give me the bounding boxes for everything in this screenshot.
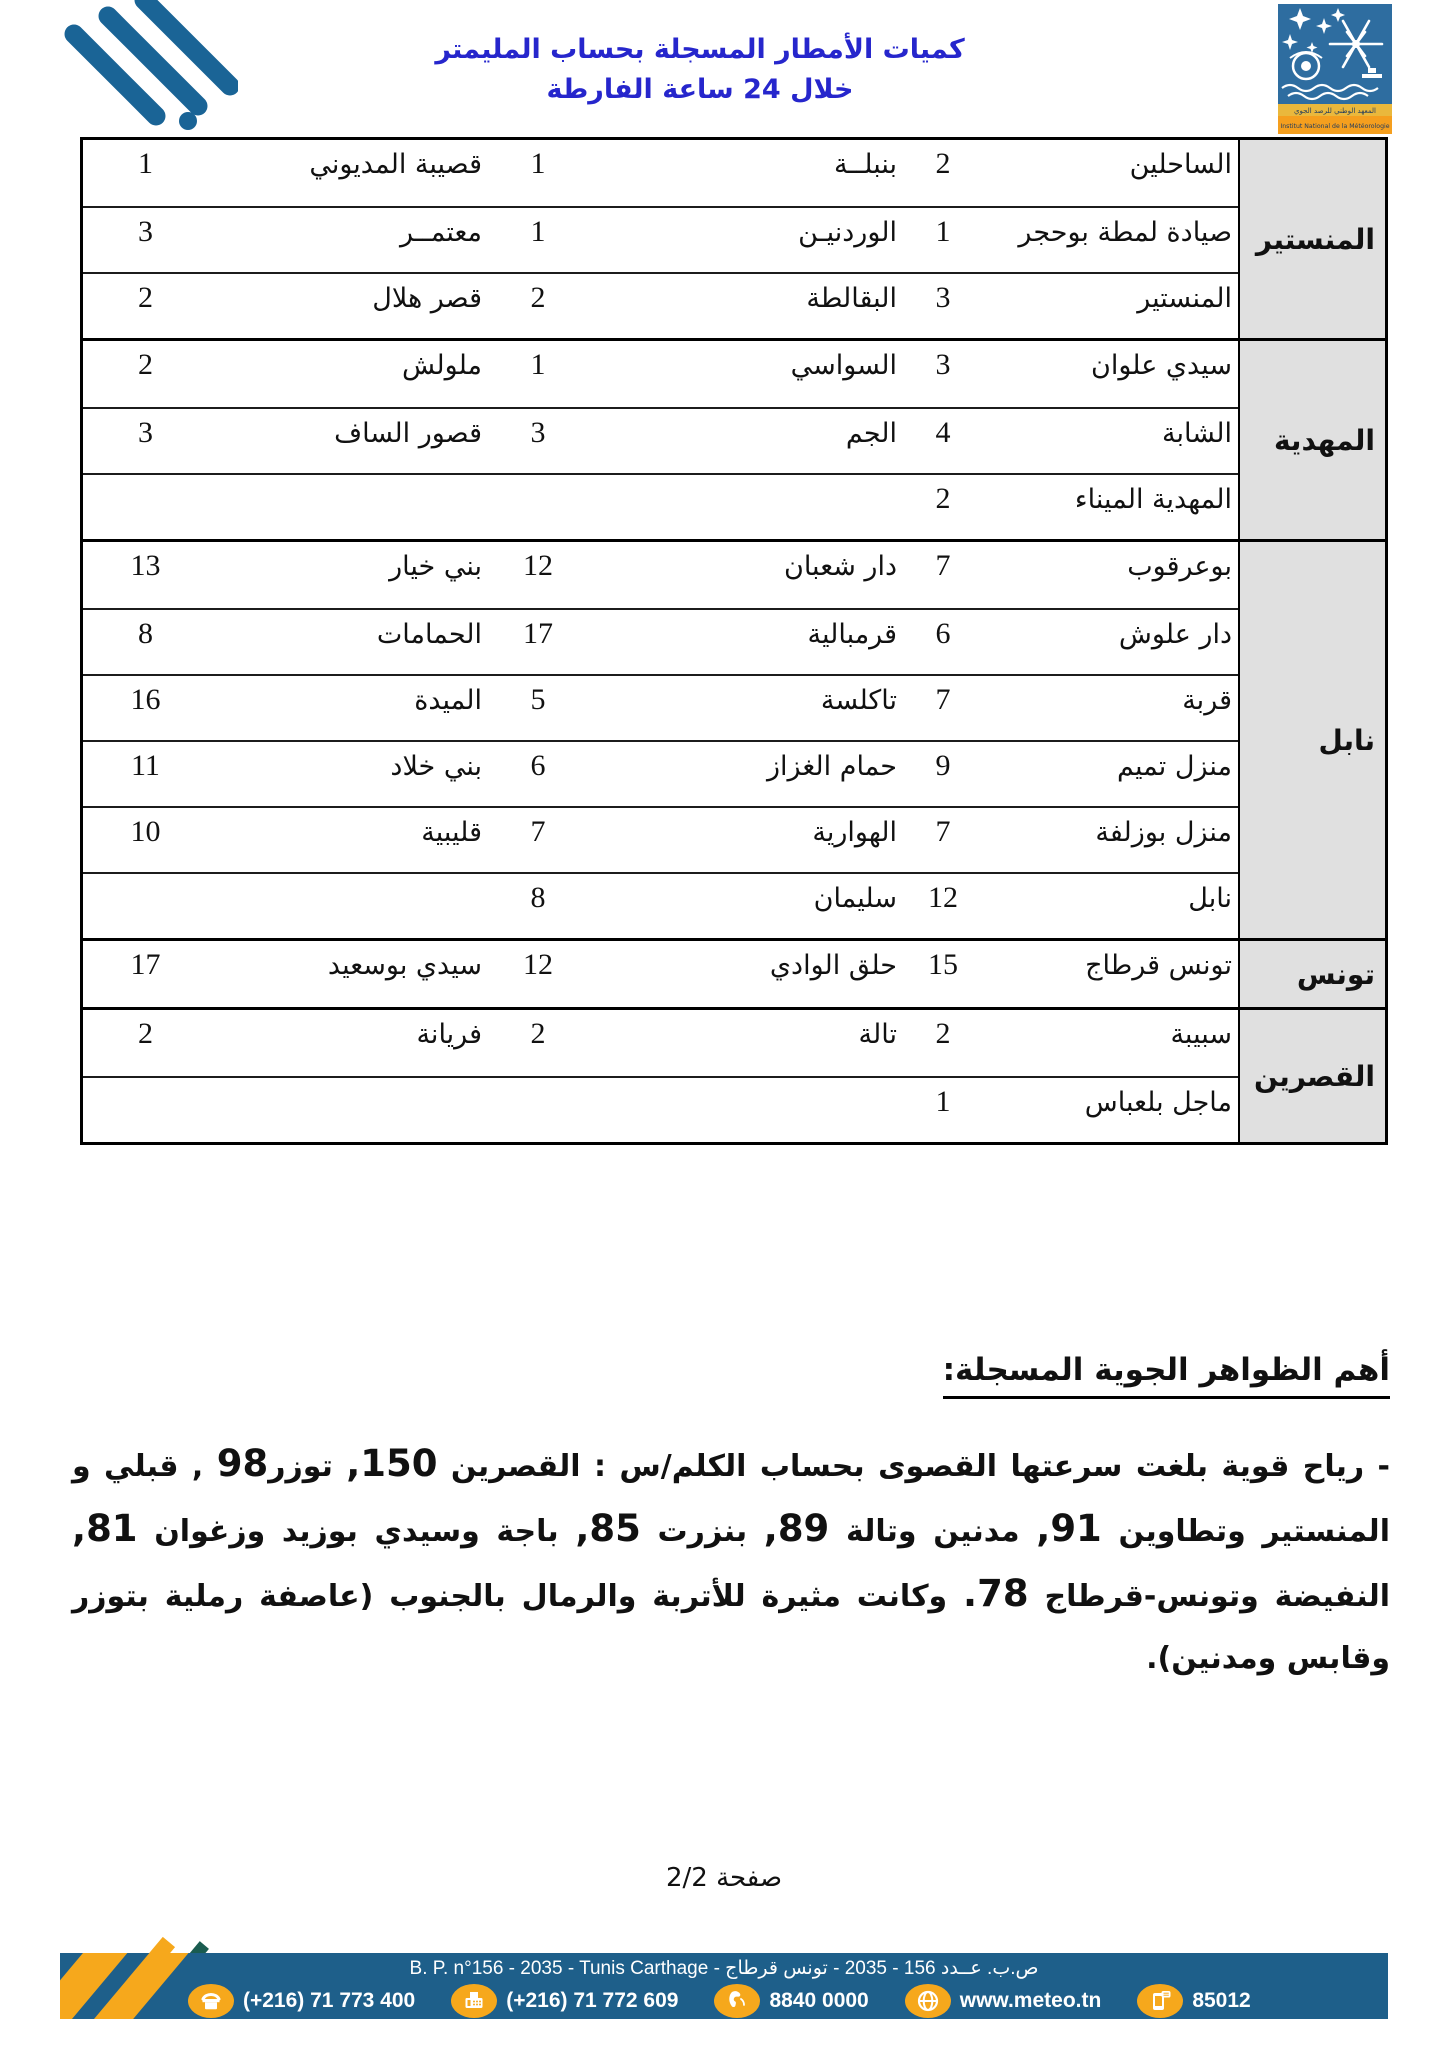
rain-value: 10 [130,815,161,848]
sms-icon [1137,1984,1183,2018]
station-name: نابل [1188,883,1232,914]
rain-value: 13 [130,549,161,582]
rain-value: 17 [130,948,161,981]
station-name: قليبية [421,817,482,848]
station-name: حلق الوادي [769,950,897,981]
rain-value: 1 [138,147,153,180]
station-name: تونس قرطاج [1085,950,1232,981]
wind-speed-value: 78. [963,1572,1029,1615]
wind-speed-value: 98 [216,1442,269,1485]
station-name: الميدة [414,685,482,716]
wind-speed-value: 81, [72,1507,138,1550]
station-name: منزل بوزلفة [1095,817,1232,848]
station-name: بنبلــة [833,149,897,180]
station-name: ملولش [402,350,482,381]
rain-value: 7 [935,549,951,582]
contact-label: (+216) 71 773 400 [243,1989,416,2012]
phenomena-text-run: وكانت مثيرة للأتربة والرمال بالجنوب (عاصفة رملية بتوزر وقابس ومدنين). [72,1579,1390,1676]
wind-speed-value: 85, [575,1507,641,1550]
wind-speed-value: 91, [1036,1507,1102,1550]
station-name: قرمبالية [807,619,897,650]
page-number: صفحة 2/2 [665,1863,783,1893]
station-name: السواسي [790,350,897,381]
station-name: الشابة [1161,418,1232,449]
table-row [83,941,1238,1007]
table-row [83,407,1238,473]
station-name [208,475,488,539]
contact-item [1137,1984,1250,2018]
table-row [83,674,1238,740]
rain-value: 17 [523,617,553,650]
station-name: المنستير [1137,283,1232,314]
table-row [83,206,1238,272]
rain-value: 2 [138,348,153,381]
group-rows [83,542,1238,938]
rainfall-table [80,137,1388,1145]
rain-value: 1 [935,1085,951,1118]
rain-value: 3 [138,215,153,248]
station-name: قربة [1182,685,1232,716]
rain-value: 1 [935,215,951,248]
station-name: ماجل بلعباس [1084,1087,1232,1118]
station-name: البقالطة [806,283,897,314]
inm-stripes-logo [60,0,238,130]
rain-value: 8 [138,617,153,650]
fax-icon [451,1984,497,2018]
phenomena-text-run: توزر [268,1449,347,1484]
desk-phone-icon [188,1984,234,2018]
footer-address: ص.ب. عــدد 156 - 2035 - تونس قرطاج - B. P. n°156 - 2035 - Tunis Carthage [409,1958,1039,1979]
rain-value: 6 [935,617,951,650]
table-row [83,140,1238,206]
rain-value: 3 [935,281,951,314]
rain-value: 2 [138,1017,153,1050]
footer-bar [60,1953,1388,2019]
rain-value: 2 [935,1017,951,1050]
governorate-cell: المهدية [1238,341,1385,539]
phenomena-text-run: - رياح قوية بلغت سرعتها القصوى بحساب الكلم/س : القصرين [437,1449,1390,1484]
table-row [83,740,1238,806]
rain-value: 9 [935,749,951,782]
wind-speed-value: 150, [346,1442,438,1485]
rain-value: 8 [530,881,546,914]
governorate-cell: تونس [1238,941,1385,1007]
rain-value: 6 [530,749,546,782]
governorate-group [83,938,1385,1007]
table-row [83,341,1238,407]
station-name: صيادة لمطة بوحجر [1018,217,1232,248]
contact-label: 8840 0000 [769,1989,869,2012]
contact-item [905,1984,1102,2018]
rain-value [488,1078,588,1142]
rain-value: 12 [523,948,553,981]
table-row [83,272,1238,338]
phenomena-text-run: , قبلي و المنستير وتطاوين [72,1449,1390,1549]
report-title-line2: خلال 24 ساعة الفارطة [546,74,854,105]
group-rows [83,140,1238,338]
station-name: دار علوش [1118,619,1232,650]
rain-value: 2 [530,1017,546,1050]
group-rows [83,1010,1238,1142]
logo-caption-arabic: المعهد الوطني للرصد الجوي [1294,107,1376,115]
contact-label: (+216) 71 772 609 [506,1989,679,2012]
rain-value: 5 [530,683,546,716]
station-name: حمام الغزاز [766,751,897,782]
contact-item [451,1984,678,2018]
station-name: معتمــر [400,217,482,248]
rain-value: 1 [530,215,546,248]
rain-value: 11 [131,749,160,782]
rain-value: 16 [130,683,161,716]
station-name [208,1078,488,1142]
station-name [588,1078,903,1142]
station-name: الجم [845,418,897,449]
phenomena-heading: أهم الظواهر الجوية المسجلة: [943,1352,1390,1399]
table-row [83,608,1238,674]
station-name: سليمان [813,883,897,914]
handset-icon [714,1984,760,2018]
table-row [83,542,1238,608]
rain-value: 12 [523,549,553,582]
station-name: قصور الساف [334,418,482,449]
rain-value [83,475,208,539]
logo-caption-french: Institut National de la Météorologie [1280,123,1390,130]
governorate-group [83,338,1385,539]
station-name: بني خلاد [390,751,482,782]
rain-value: 3 [935,348,951,381]
governorate-cell: القصرين [1238,1010,1385,1142]
station-name: الحمامات [376,619,482,650]
station-name: المهدية الميناء [1074,484,1232,515]
rain-value: 7 [530,815,546,848]
group-rows [83,941,1238,1007]
rain-value: 15 [928,948,958,981]
phenomena-text-run: مدنين وتالة [829,1514,1037,1549]
report-title-line1: كميات الأمطار المسجلة بحساب المليمتر [435,34,965,65]
station-name: قصر هلال [372,283,482,314]
group-rows [83,341,1238,539]
footer-contacts [188,1984,1251,2018]
table-row [83,872,1238,938]
rain-value: 7 [935,815,951,848]
rain-value [488,475,588,539]
station-name: تالة [858,1019,897,1050]
wind-speed-value: 89, [763,1507,830,1550]
station-name: الساحلين [1129,149,1232,180]
station-name [208,874,488,938]
rain-value: 2 [138,281,153,314]
rain-value [83,1078,208,1142]
table-row [83,1010,1238,1076]
station-name: منزل تميم [1117,751,1232,782]
governorate-group [83,140,1385,338]
rain-value: 2 [935,482,951,515]
rain-value: 12 [928,881,958,914]
table-row [83,473,1238,539]
report-title [330,30,1070,110]
phenomena-paragraph [72,1433,1390,1690]
governorate-cell: نابل [1238,542,1385,938]
rain-value: 3 [530,416,546,449]
station-name: الوردنيـن [798,217,897,248]
contact-label: 85012 [1192,1989,1251,2012]
governorate-group [83,1007,1385,1142]
contact-label: www.meteo.tn [959,1989,1102,2012]
governorate-group [83,539,1385,938]
rain-value: 3 [138,416,153,449]
table-row [83,806,1238,872]
meteorology-institute-logo [1278,4,1392,134]
contact-item [188,1984,415,2018]
rain-value: 7 [935,683,951,716]
rain-value: 1 [530,348,546,381]
governorate-cell: المنستير [1238,140,1385,338]
rain-value: 1 [530,147,546,180]
station-name: سيدي بوسعيد [327,950,482,981]
globe-icon [905,1984,951,2018]
rain-value: 2 [935,147,951,180]
rain-value: 2 [530,281,546,314]
contact-item [714,1984,868,2018]
station-name: تاكلسة [820,685,897,716]
station-name: سيدي علوان [1091,350,1232,381]
station-name [588,475,903,539]
phenomena-text-run: باجة وسيدي بوزيد وزغوان [137,1514,576,1549]
rain-value [83,874,208,938]
station-name: سبيبة [1170,1019,1232,1050]
station-name: فريانة [416,1019,482,1050]
station-name: بوعرقوب [1127,551,1232,582]
phenomena-text-run: بنزرت [640,1514,764,1549]
station-name: بني خيار [389,551,482,582]
table-row [83,1076,1238,1142]
phenomena-section [72,1352,1390,1690]
station-name: الهوارية [812,817,897,848]
station-name: دار شعبان [784,551,897,582]
phenomena-text-run: النفيضة وتونس-قرطاج [1028,1579,1390,1614]
station-name: قصيبة المديوني [309,149,482,180]
rain-value: 4 [935,416,951,449]
